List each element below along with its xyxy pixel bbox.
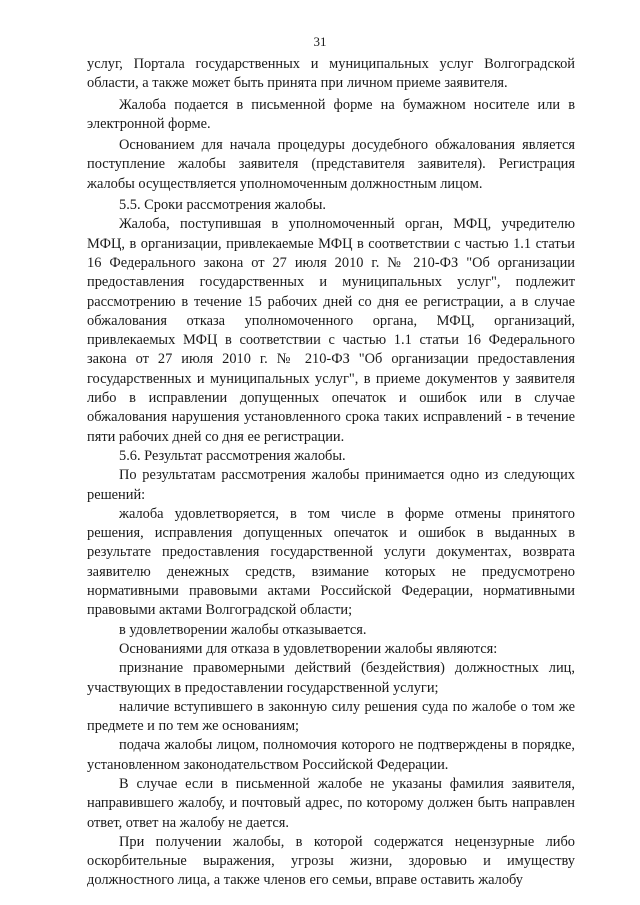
list-item: наличие вступившего в законную силу решения суда по жалобе о том же предмете и по тем же основаниям;	[87, 698, 575, 735]
page-number: 31	[313, 34, 327, 49]
paragraph: Основаниями для отказа в удовлетворении жалобы являются:	[119, 640, 498, 657]
list-item: в удовлетворении жалобы отказывается.	[119, 621, 367, 638]
paragraph: Жалоба, поступившая в уполномоченный орган, МФЦ, учредителю МФЦ, в организации, привлекаемые МФЦ в соответствии с частью 1.1 статьи 16 Федерального закона от 27 июля 2010 г. № 210-ФЗ "Об организации предоставления государственных и муниципальных услуг", подлежит рассмотрению в течение 15 рабочих дней со дня ее регистрации, а в случае обжалования отказа уполномоченного органа, МФЦ, организаций, привлекаемых МФЦ в соответствии с частью 1.1 статьи 16 Федерального закона от 27 июля 2010 г. № 210-ФЗ "Об организации предоставления государственных и муниципальных услуг", в приеме документов у заявителя либо в исправлении допущенных опечаток и ошибок или в случае обжалования нарушения установленного срока таких исправлений - в течение пяти рабочих дней со дня ее регистрации.	[87, 216, 575, 445]
paragraph: услуг, Портала государственных и муниципальных услуг Волгоградской области, а также может быть принята при личном приеме заявителя.	[87, 56, 575, 92]
list-item: жалоба удовлетворяется, в том числе в форме отмены принятого решения, исправления допущенных опечаток и ошибок в выданных в результате предоставления государственной услуги документах, возврата заявителю денежных средств, взимание которых не предусмотрено нормативными правовыми актами Российской Федерации, нормативными правовыми актами Волгоградской области;	[87, 505, 575, 619]
paragraph: По результатам рассмотрения жалобы принимается одно из следующих решений:	[87, 467, 575, 503]
paragraph: Жалоба подается в письменной форме на бумажном носителе или в электронной форме.	[87, 96, 575, 132]
list-item: подача жалобы лицом, полномочия которого не подтверждены в порядке, установленном законодательством Российской Федерации.	[87, 737, 575, 773]
document-body	[87, 55, 575, 891]
section-heading: 5.6. Результат рассмотрения жалобы.	[119, 447, 346, 464]
paragraph: Основанием для начала процедуры досудебного обжалования является поступление жалобы заявителя (представителя заявителя). Регистрация жалобы осуществляется уполномоченным должностным лицом.	[87, 137, 575, 192]
paragraph: При получении жалобы, в которой содержатся нецензурные либо оскорбительные выражения, угрозы жизни, здоровью и имуществу должностного лица, а также членов его семьи, вправе оставить жалобу	[87, 833, 575, 889]
paragraph: В случае если в письменной жалобе не указаны фамилия заявителя, направившего жалобу, и почтовый адрес, по которому должен быть направлен ответ, ответ на жалобу не дается.	[87, 775, 575, 831]
list-item: признание правомерными действий (бездействия) должностных лиц, участвующих в предоставлении государственной услуги;	[87, 660, 575, 696]
section-heading: 5.5. Сроки рассмотрения жалобы.	[119, 197, 327, 214]
